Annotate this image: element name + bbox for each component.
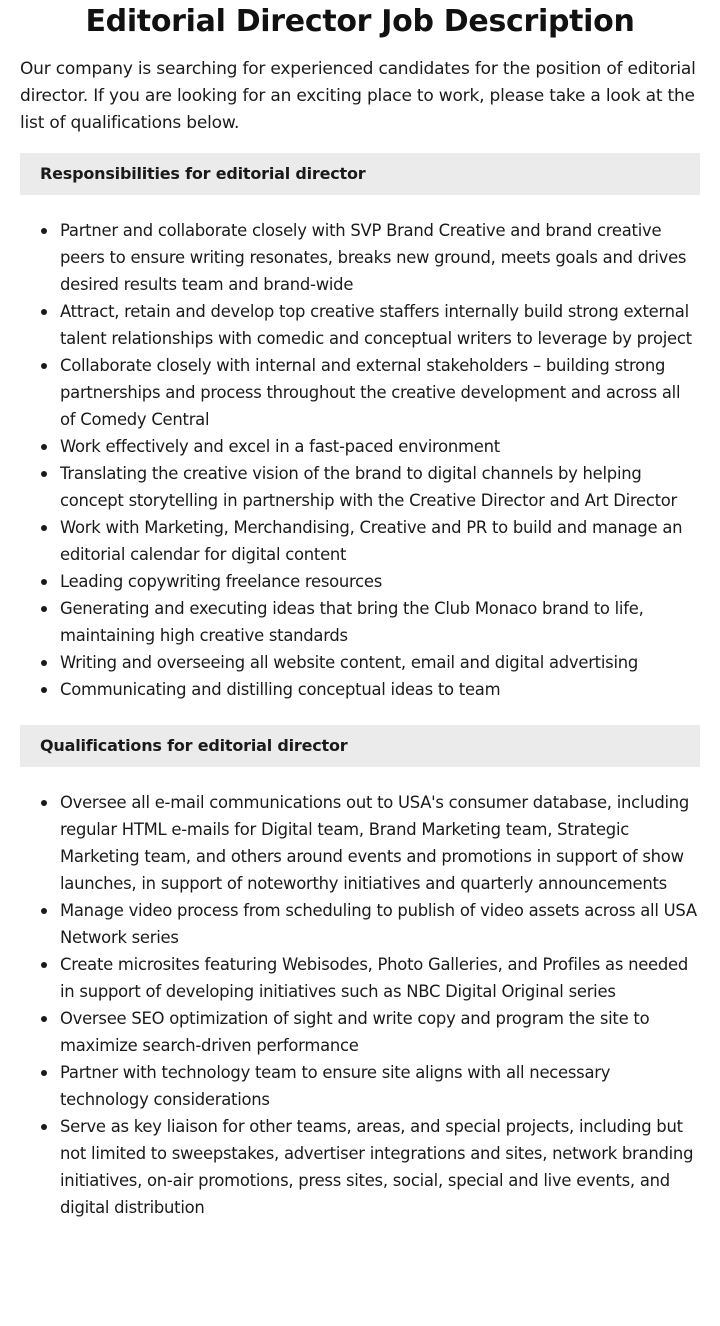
list-item: Partner with technology team to ensure site aligns with all necessary technology considerations <box>60 1059 700 1113</box>
list-item: Manage video process from scheduling to publish of video assets across all USA Network series <box>60 897 700 951</box>
list-item: Leading copywriting freelance resources <box>60 568 700 595</box>
qualifications-heading: Qualifications for editorial director <box>20 725 700 767</box>
responsibilities-heading: Responsibilities for editorial director <box>20 153 700 195</box>
list-item: Work effectively and excel in a fast-paced environment <box>60 433 700 460</box>
intro-paragraph: Our company is searching for experienced candidates for the position of editorial director. If you are looking for an exciting place to work, please take a look at the list of qualifications below. <box>20 59 696 133</box>
list-item: Work with Marketing, Merchandising, Creative and PR to build and manage an editorial calendar for digital content <box>60 514 700 568</box>
list-item: Communicating and distilling conceptual ideas to team <box>60 676 700 703</box>
list-item: Generating and executing ideas that bring the Club Monaco brand to life, maintaining high creative standards <box>60 595 700 649</box>
qualifications-list <box>20 789 700 1221</box>
list-item: Translating the creative vision of the brand to digital channels by helping concept storytelling in partnership with the Creative Director and Art Director <box>60 460 700 514</box>
list-item: Collaborate closely with internal and external stakeholders – building strong partnerships and process throughout the creative development and across all of Comedy Central <box>60 352 700 433</box>
list-item: Oversee all e-mail communications out to USA's consumer database, including regular HTML e-mails for Digital team, Brand Marketing team, Strategic Marketing team, and others around events and promotions in support of show launches, in support of noteworthy initiatives and quarterly announcements <box>60 789 700 897</box>
list-item: Attract, retain and develop top creative staffers internally build strong external talent relationships with comedic and conceptual writers to leverage by project <box>60 298 700 352</box>
list-item: Serve as key liaison for other teams, areas, and special projects, including but not limited to sweepstakes, advertiser integrations and sites, network branding initiatives, on-air promotions, press sites, social, special and live events, and digital distribution <box>60 1113 700 1221</box>
page-title: Editorial Director Job Description <box>85 4 635 39</box>
list-item: Partner and collaborate closely with SVP Brand Creative and brand creative peers to ensure writing resonates, breaks new ground, meets goals and drives desired results team and brand-wide <box>60 217 700 298</box>
list-item: Oversee SEO optimization of sight and write copy and program the site to maximize search-driven performance <box>60 1005 700 1059</box>
list-item: Create microsites featuring Webisodes, Photo Galleries, and Profiles as needed in support of developing initiatives such as NBC Digital Original series <box>60 951 700 1005</box>
list-item: Writing and overseeing all website content, email and digital advertising <box>60 649 700 676</box>
responsibilities-list <box>20 217 700 703</box>
